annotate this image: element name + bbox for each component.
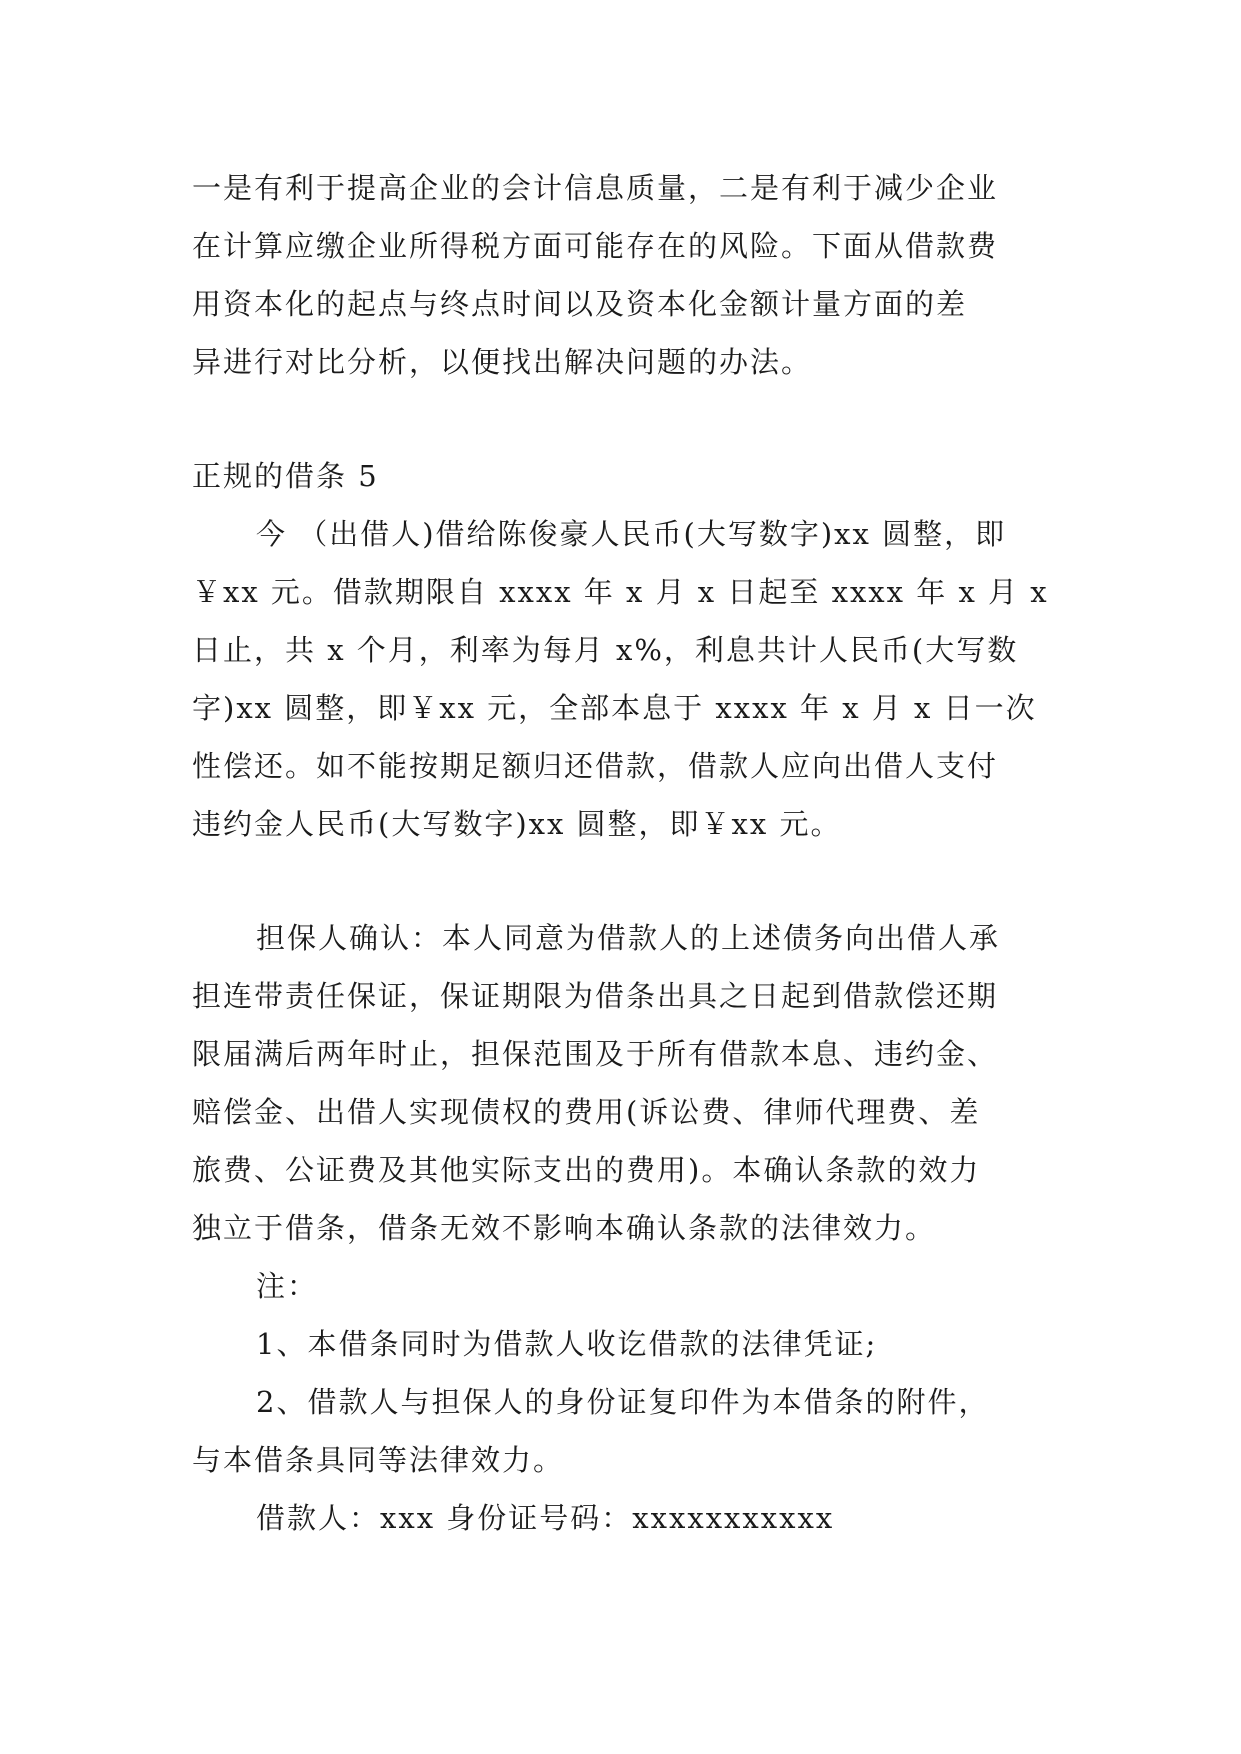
- notes-label: 注：: [256, 1269, 319, 1303]
- guarantee-line-4: 赔偿金、出借人实现债权的费用(诉讼费、律师代理费、差: [192, 1095, 981, 1129]
- guarantee-line-3: 限届满后两年时止，担保范围及于所有借款本息、违约金、: [192, 1037, 999, 1071]
- intro-line-2: 在计算应缴企业所得税方面可能存在的风险。下面从借款费: [192, 229, 999, 263]
- loan-line-3: 日止，共 x 个月，利率为每月 x%，利息共计人民币(大写数: [192, 633, 1019, 667]
- guarantee-line-5: 旅费、公证费及其他实际支出的费用)。本确认条款的效力: [192, 1153, 981, 1187]
- loan-line-6: 违约金人民币(大写数字)xx 圆整，即￥xx 元。: [192, 807, 842, 841]
- loan-line-2: ￥xx 元。借款期限自 xxxx 年 x 月 x 日起至 xxxx 年 x 月 x: [192, 575, 1049, 609]
- section-title: 正规的借条 5: [192, 459, 379, 493]
- intro-line-1: 一是有利于提高企业的会计信息质量，二是有利于减少企业: [192, 171, 999, 205]
- notes-item-2-line-1: 2、借款人与担保人的身份证复印件为本借条的附件，: [256, 1385, 990, 1419]
- intro-line-4: 异进行对比分析，以便找出解决问题的办法。: [192, 345, 813, 379]
- notes-item-1: 1、本借条同时为借款人收讫借款的法律凭证;: [256, 1327, 878, 1361]
- guarantee-line-6: 独立于借条，借条无效不影响本确认条款的法律效力。: [192, 1211, 937, 1245]
- loan-line-1: 今 （出借人)借给陈俊豪人民币(大写数字)xx 圆整，即: [256, 517, 1007, 551]
- intro-line-3: 用资本化的起点与终点时间以及资本化金额计量方面的差: [192, 287, 968, 321]
- notes-item-2-line-2: 与本借条具同等法律效力。: [192, 1443, 565, 1477]
- borrower-line: 借款人：xxx 身份证号码：xxxxxxxxxxx: [256, 1501, 835, 1535]
- guarantee-line-1: 担保人确认：本人同意为借款人的上述债务向出借人承: [256, 921, 1001, 955]
- loan-line-5: 性偿还。如不能按期足额归还借款，借款人应向出借人支付: [192, 749, 999, 783]
- guarantee-line-2: 担连带责任保证，保证期限为借条出具之日起到借款偿还期: [192, 979, 999, 1013]
- loan-line-4: 字)xx 圆整，即￥xx 元，全部本息于 xxxx 年 x 月 x 日一次: [192, 691, 1037, 725]
